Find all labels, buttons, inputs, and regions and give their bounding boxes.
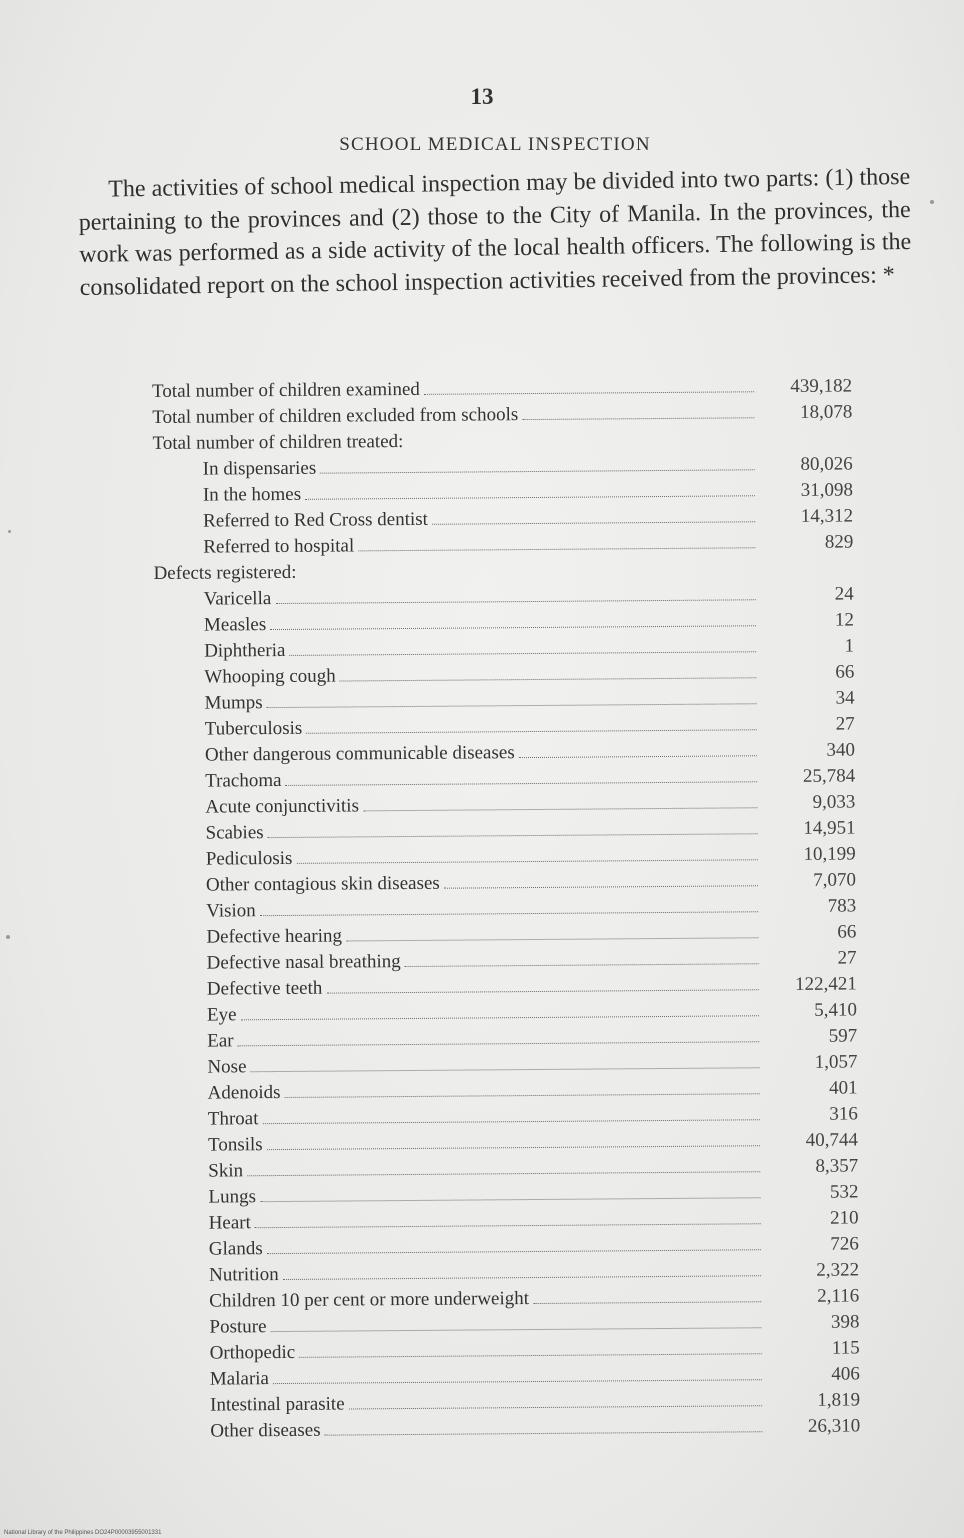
row-value: 2,322	[816, 1259, 860, 1281]
row-label: Diphtheria	[204, 639, 286, 662]
row-value: 14,312	[800, 505, 854, 527]
row-value: 25,784	[802, 765, 856, 787]
list-item	[160, 1411, 860, 1442]
row-value: 14,951	[803, 817, 856, 839]
leader-dots	[346, 937, 758, 941]
leader-dots	[522, 417, 754, 420]
leader-dots	[283, 1275, 761, 1280]
row-label: Trachoma	[205, 769, 282, 792]
paper-speck	[930, 200, 934, 204]
row-label: Defective hearing	[206, 925, 343, 948]
row-label: Children 10 per cent or more underweight	[209, 1288, 530, 1312]
leader-dots	[305, 495, 755, 500]
row-value: 5,410	[814, 999, 858, 1021]
leader-dots	[533, 1301, 761, 1304]
leader-dots	[260, 1197, 760, 1202]
row-value: 532	[829, 1181, 859, 1203]
row-label: Posture	[209, 1316, 267, 1338]
row-label: Total number of children examined	[152, 378, 420, 402]
row-label: In the homes	[202, 483, 302, 506]
paper-speck	[6, 935, 10, 939]
page-number: 13	[470, 84, 494, 109]
row-value: 401	[829, 1077, 858, 1099]
row-label: Throat	[207, 1108, 259, 1130]
row-value: 27	[835, 713, 855, 735]
row-label: Referred to Red Cross dentist	[203, 508, 429, 532]
row-value: 12	[834, 609, 855, 631]
row-label: Measles	[203, 614, 267, 636]
row-label: Mumps	[204, 692, 263, 714]
row-label: Other diseases	[210, 1419, 321, 1442]
row-value: 66	[835, 661, 855, 683]
row-label: Adenoids	[207, 1082, 281, 1104]
row-value: 2,116	[817, 1285, 860, 1307]
paper-speck	[8, 530, 11, 533]
leader-dots	[255, 1223, 761, 1228]
row-value: 829	[824, 531, 854, 553]
row-label: In dispensaries	[202, 457, 317, 480]
defects-heading: Defects registered:	[153, 561, 297, 584]
row-value: 40,744	[805, 1129, 859, 1151]
report-table	[152, 372, 860, 1443]
leader-dots	[296, 859, 757, 864]
row-value: 18,078	[799, 401, 853, 423]
leader-dots	[267, 703, 757, 708]
row-value: 9,033	[812, 791, 856, 813]
row-value: 122,421	[794, 973, 857, 995]
row-value: 340	[826, 739, 856, 761]
row-value: 597	[828, 1025, 858, 1047]
row-value: 398	[830, 1311, 860, 1333]
leader-dots	[306, 729, 757, 734]
row-label: Tuberculosis	[204, 717, 303, 740]
row-label: Tonsils	[207, 1134, 263, 1156]
row-label: Acute conjunctivitis	[205, 795, 360, 818]
treated-heading: Total number of children treated:	[152, 431, 404, 454]
row-value: 1,819	[817, 1389, 861, 1411]
row-label: Eye	[206, 1004, 237, 1026]
defects-list	[154, 579, 861, 1442]
row-label: Scabies	[205, 822, 264, 844]
row-label: Lungs	[208, 1186, 257, 1208]
leader-dots	[325, 1431, 763, 1435]
row-value: 783	[827, 895, 857, 917]
leader-dots	[263, 1119, 760, 1124]
row-value: 26,310	[807, 1415, 861, 1437]
leader-dots	[268, 833, 758, 838]
row-value: 24	[834, 583, 854, 605]
leader-dots	[273, 1379, 762, 1384]
row-label: Skin	[208, 1160, 244, 1182]
row-label: Nutrition	[208, 1264, 279, 1286]
row-value: 31,098	[800, 479, 853, 501]
leader-dots	[349, 1405, 762, 1409]
archive-footer: National Library of the Philippines DO24P00003955001331	[4, 1530, 162, 1536]
row-label: Total number of children excluded from schools	[152, 404, 519, 428]
row-value: 115	[831, 1337, 860, 1359]
row-label: Varicella	[203, 588, 272, 610]
leader-dots	[251, 1067, 760, 1072]
leader-dots	[238, 1041, 760, 1046]
row-label: Intestinal parasite	[209, 1393, 345, 1416]
leader-dots	[267, 1249, 761, 1254]
leader-dots	[444, 885, 758, 888]
leader-dots	[270, 625, 756, 630]
leader-dots	[405, 963, 759, 967]
leader-dots	[275, 599, 755, 604]
row-label: Nose	[207, 1056, 247, 1078]
row-label: Glands	[208, 1238, 263, 1260]
row-label: Other dangerous communicable diseases	[204, 742, 515, 766]
row-value: 34	[835, 687, 855, 709]
leader-dots	[326, 989, 758, 993]
leader-dots	[432, 521, 755, 525]
leader-dots	[519, 755, 757, 758]
leader-dots	[424, 391, 754, 395]
row-label: Pediculosis	[205, 847, 293, 870]
leader-dots	[247, 1171, 760, 1176]
intro-text: The activities of school medical inspection may be divided into two parts: (1) those pertaining to the provinces and (2) those to the City of Manila. In the provinces, the work was performed as a side activity of the local health officers. The following is the consolidated report on the school inspection activities received from the provinces: *	[78, 163, 912, 301]
leader-dots	[286, 781, 758, 786]
leader-dots	[270, 1327, 761, 1332]
row-value: 10,199	[803, 843, 856, 865]
row-value: 66	[837, 921, 857, 943]
treated-list	[153, 449, 854, 558]
intro-paragraph	[78, 161, 912, 304]
row-value: 210	[830, 1207, 859, 1229]
row-label: Heart	[208, 1212, 251, 1234]
leader-dots	[260, 911, 758, 916]
row-value: 8,357	[815, 1155, 859, 1177]
section-heading: SCHOOL MEDICAL INSPECTION	[339, 134, 651, 155]
leader-dots	[320, 469, 755, 473]
row-value: 726	[830, 1233, 859, 1255]
row-label: Orthopedic	[209, 1341, 296, 1364]
row-value: 27	[837, 947, 857, 969]
row-value: 406	[831, 1363, 860, 1385]
row-value: 80,026	[800, 453, 853, 475]
leader-dots	[363, 807, 757, 811]
leader-dots	[267, 1145, 760, 1150]
row-label: Whooping cough	[204, 665, 336, 688]
row-value: 1	[844, 635, 855, 657]
row-label: Other contagious skin diseases	[205, 872, 440, 896]
row-label: Defective teeth	[206, 977, 323, 1000]
row-value: 1,057	[814, 1051, 858, 1073]
row-label: Defective nasal breathing	[206, 951, 401, 974]
leader-dots	[299, 1353, 762, 1358]
leader-dots	[289, 651, 756, 656]
row-label: Referred to hospital	[203, 535, 355, 558]
leader-dots	[358, 547, 755, 551]
row-value: 7,070	[813, 869, 857, 891]
row-label: Vision	[206, 900, 256, 922]
row-label: Ear	[207, 1030, 234, 1052]
row-value: 316	[829, 1103, 858, 1125]
row-label: Malaria	[209, 1368, 270, 1390]
leader-dots	[241, 1015, 759, 1020]
leader-dots	[340, 677, 757, 681]
row-value: 439,182	[790, 375, 853, 397]
leader-dots	[284, 1093, 759, 1098]
